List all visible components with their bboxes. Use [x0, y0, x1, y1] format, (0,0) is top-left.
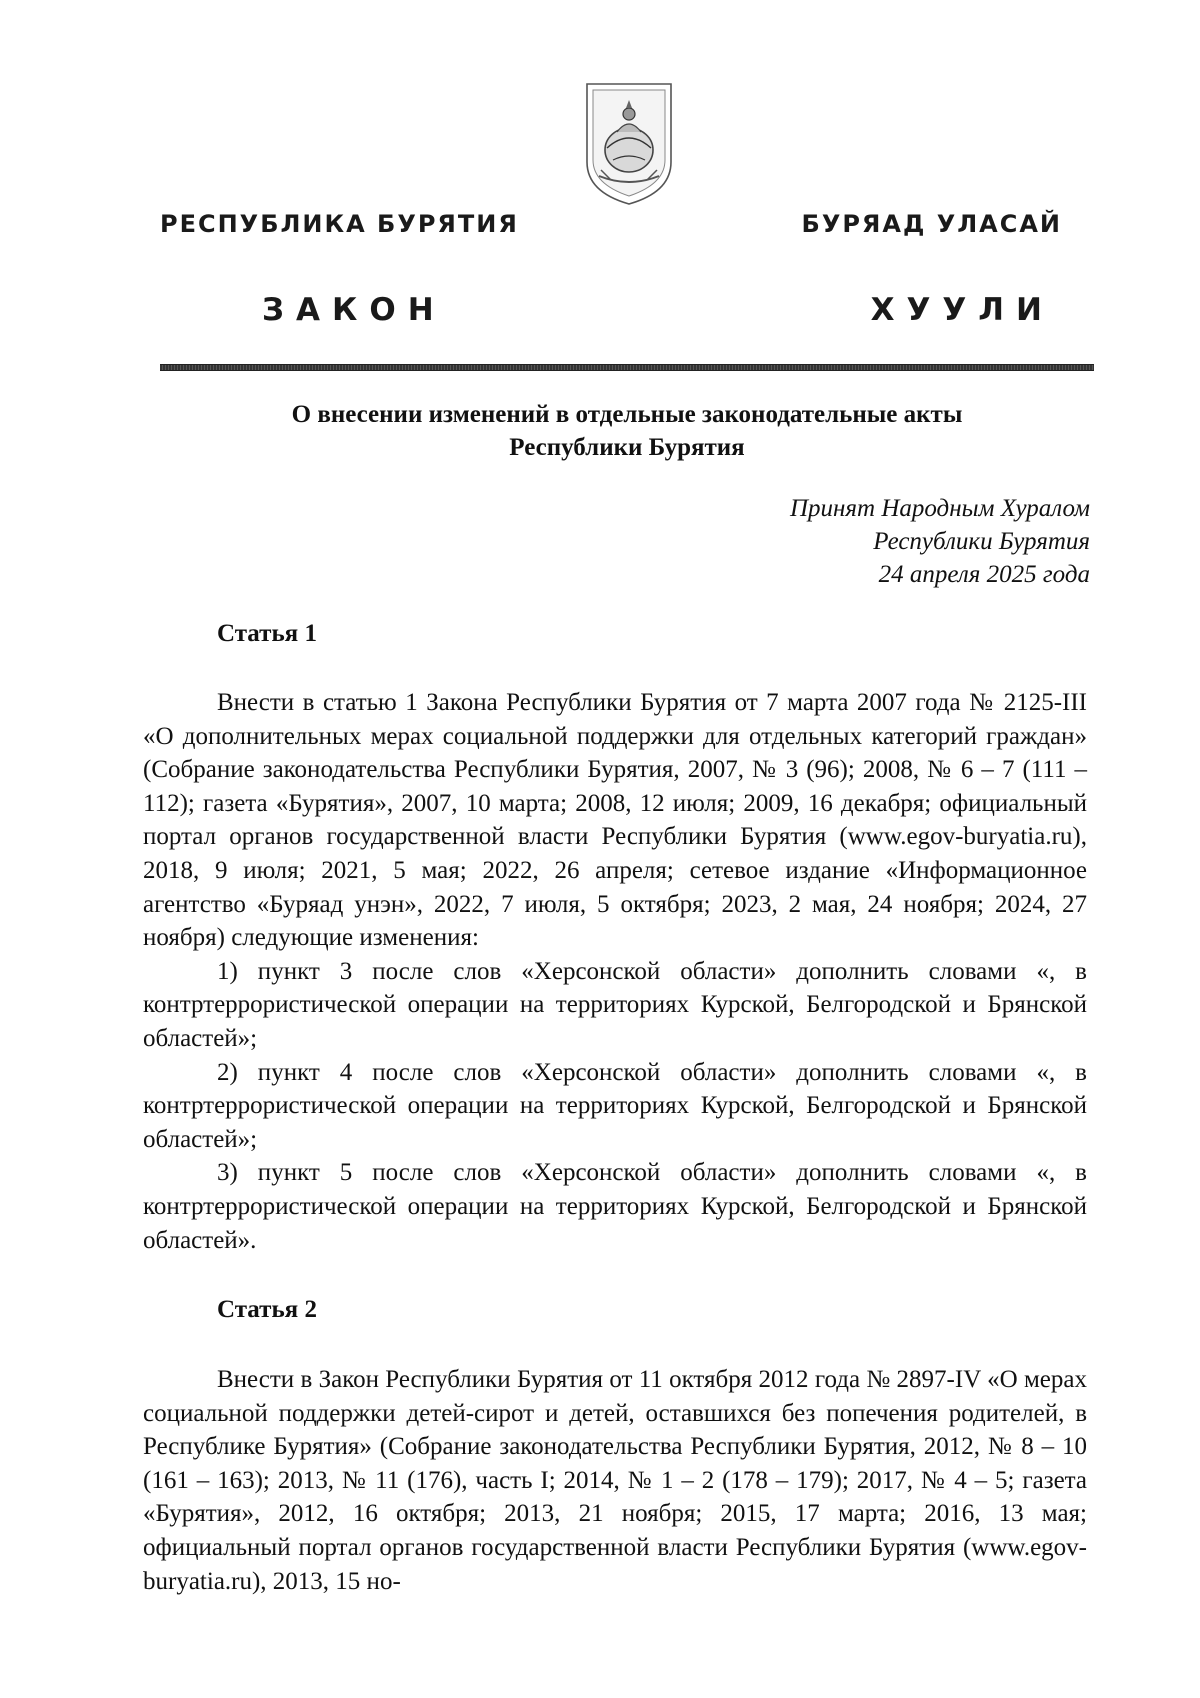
article-1-body: [143, 686, 1087, 1257]
article-1-item-2: 2) пункт 4 после слов «Херсонской области» дополнить словами «, в контртеррористической операции на территориях Курской, Белгородской и Брянской областей»;: [143, 1058, 1087, 1153]
adoption-note: [790, 492, 1090, 591]
republic-name-russian: РЕСПУБЛИКА БУРЯТИЯ: [160, 210, 519, 238]
adoption-date: 24 апреля 2025 года: [878, 561, 1090, 588]
article-2-heading: Статья 2: [217, 1296, 317, 1323]
adoption-line-2: Республики Бурятия: [873, 528, 1090, 555]
law-title: [160, 398, 1094, 464]
law-title-line-2: Республики Бурятия: [509, 434, 745, 461]
article-1-item-3: 3) пункт 5 после слов «Херсонской области» дополнить словами «, в контртеррористической операции на территориях Курской, Белгородской и Брянской областей».: [143, 1159, 1087, 1254]
article-1-heading: Статья 1: [217, 620, 317, 647]
article-2-body: [143, 1363, 1087, 1598]
law-title-line-1: О внесении изменений в отдельные законодательные акты: [291, 401, 963, 428]
article-1-item-1: 1) пункт 3 после слов «Херсонской области» дополнить словами «, в контртеррористической операции на территориях Курской, Белгородской и Брянской областей»;: [143, 957, 1087, 1052]
adoption-line-1: Принят Народным Хуралом: [789, 495, 1090, 522]
header-divider: [160, 364, 1094, 371]
article-1-intro: Внести в статью 1 Закона Республики Бурятия от 7 марта 2007 года № 2125-III «О дополнительных мерах социальной поддержки для отдельных категорий граждан» (Собрание законодательства Республики Бурятия, 2007, № 3 (96); 2008, № 6 – 7 (111 – 112); газета «Бурятия», 2007, 10 марта; 2008, 12 июля; 2009, 16 декабря; официальный портал органов государственной власти Республики Бурятия (www.egov-buryatia.ru), 2018, 9 июля; 2021, 5 мая; 2022, 26 апреля; сетевое издание «Информационное агентство «Буряад унэн», 2022, 7 июля, 5 октября; 2023, 2 мая, 24 ноября; 2024, 27 ноября) следующие изменения:: [143, 689, 1087, 952]
article-2-intro: Внести в Закон Республики Бурятия от 11 октября 2012 года № 2897-IV «О мерах социальной поддержки детей-сирот и детей, оставшихся без попечения родителей, в Республике Бурятия» (Собрание законодательства Республики Бурятия, 2012, № 8 – 10 (161 – 163); 2013, № 11 (176), часть I; 2014, № 1 – 2 (178 – 179); 2017, № 4 – 5; газета «Бурятия», 2012, 16 октября; 2013, 21 ноября; 2015, 17 марта; 2016, 13 мая; официальный портал органов государственной власти Республики Бурятия (www.egov-buryatia.ru), 2013, 15 но-: [143, 1366, 1087, 1595]
coat-of-arms-emblem: [583, 80, 675, 208]
republic-name-buryat: БУРЯАД УЛАСАЙ: [801, 210, 1062, 238]
law-label-russian: ЗАКОН: [262, 292, 446, 328]
law-label-buryat: ХУУЛИ: [870, 292, 1054, 328]
